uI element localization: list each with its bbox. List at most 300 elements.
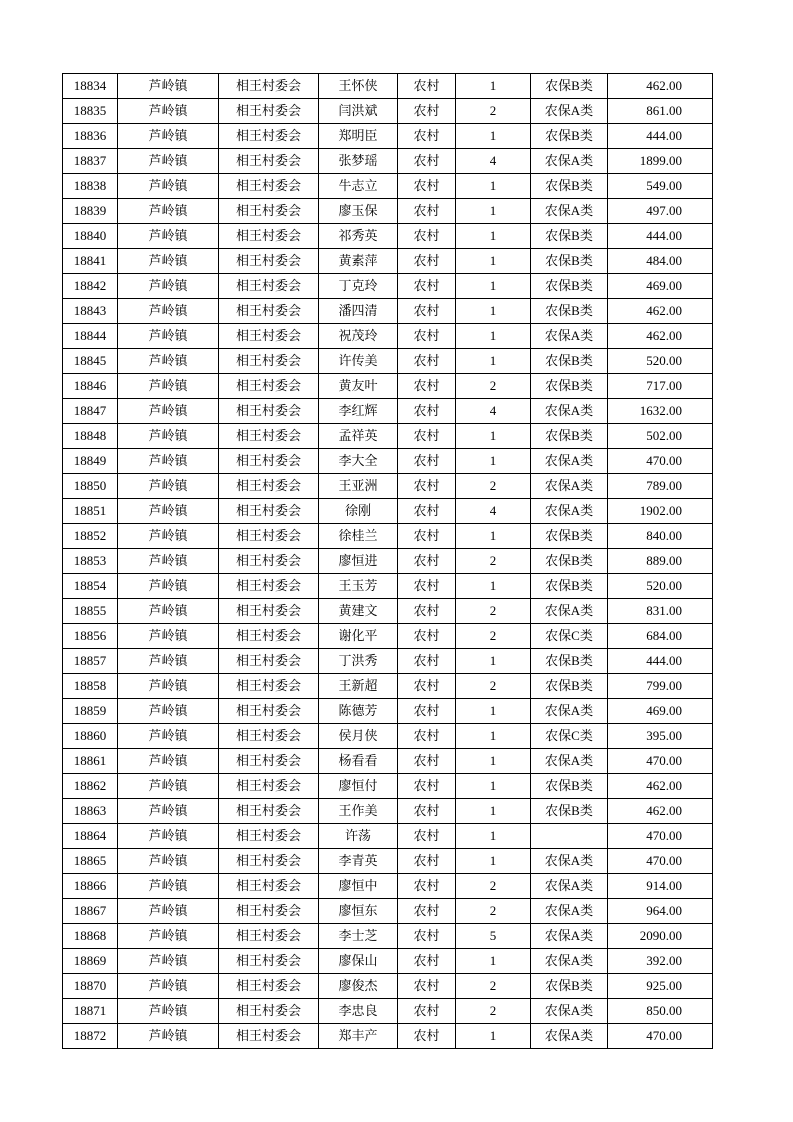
cell-amount: 914.00 <box>608 874 713 899</box>
cell-id: 18845 <box>63 349 118 374</box>
cell-town: 芦岭镇 <box>118 1024 219 1049</box>
cell-id: 18847 <box>63 399 118 424</box>
cell-count: 1 <box>456 74 531 99</box>
cell-village: 相王村委会 <box>219 724 319 749</box>
table-row <box>63 974 713 999</box>
cell-amount: 470.00 <box>608 849 713 874</box>
cell-id: 18861 <box>63 749 118 774</box>
cell-insurance: 农保B类 <box>531 774 608 799</box>
cell-village: 相王村委会 <box>219 74 319 99</box>
cell-amount: 470.00 <box>608 749 713 774</box>
cell-category: 农村 <box>398 849 456 874</box>
cell-name: 廖恒付 <box>319 774 398 799</box>
cell-count: 1 <box>456 824 531 849</box>
cell-insurance: 农保A类 <box>531 499 608 524</box>
cell-name: 廖俊杰 <box>319 974 398 999</box>
cell-village: 相王村委会 <box>219 324 319 349</box>
cell-village: 相王村委会 <box>219 174 319 199</box>
cell-amount: 1899.00 <box>608 149 713 174</box>
cell-village: 相王村委会 <box>219 474 319 499</box>
cell-id: 18863 <box>63 799 118 824</box>
table-row <box>63 724 713 749</box>
cell-village: 相王村委会 <box>219 149 319 174</box>
cell-insurance: 农保B类 <box>531 349 608 374</box>
cell-count: 2 <box>456 474 531 499</box>
cell-category: 农村 <box>398 949 456 974</box>
cell-category: 农村 <box>398 774 456 799</box>
table-row <box>63 849 713 874</box>
cell-category: 农村 <box>398 224 456 249</box>
cell-amount: 444.00 <box>608 224 713 249</box>
cell-name: 祝茂玲 <box>319 324 398 349</box>
cell-village: 相王村委会 <box>219 399 319 424</box>
cell-town: 芦岭镇 <box>118 699 219 724</box>
cell-name: 孟祥英 <box>319 424 398 449</box>
cell-category: 农村 <box>398 499 456 524</box>
table-row <box>63 824 713 849</box>
cell-name: 王新超 <box>319 674 398 699</box>
cell-count: 2 <box>456 974 531 999</box>
table-row <box>63 499 713 524</box>
cell-village: 相王村委会 <box>219 449 319 474</box>
cell-name: 王怀侠 <box>319 74 398 99</box>
cell-count: 1 <box>456 349 531 374</box>
cell-id: 18859 <box>63 699 118 724</box>
cell-insurance: 农保A类 <box>531 874 608 899</box>
table-row <box>63 574 713 599</box>
table-row <box>63 799 713 824</box>
cell-name: 牛志立 <box>319 174 398 199</box>
cell-amount: 684.00 <box>608 624 713 649</box>
cell-count: 2 <box>456 899 531 924</box>
cell-name: 王亚洲 <box>319 474 398 499</box>
cell-village: 相王村委会 <box>219 799 319 824</box>
cell-count: 1 <box>456 699 531 724</box>
cell-amount: 850.00 <box>608 999 713 1024</box>
cell-town: 芦岭镇 <box>118 899 219 924</box>
cell-town: 芦岭镇 <box>118 324 219 349</box>
cell-id: 18856 <box>63 624 118 649</box>
cell-amount: 470.00 <box>608 449 713 474</box>
cell-town: 芦岭镇 <box>118 199 219 224</box>
cell-category: 农村 <box>398 174 456 199</box>
cell-id: 18838 <box>63 174 118 199</box>
cell-id: 18846 <box>63 374 118 399</box>
cell-id: 18839 <box>63 199 118 224</box>
cell-village: 相王村委会 <box>219 199 319 224</box>
cell-village: 相王村委会 <box>219 849 319 874</box>
table-row <box>63 274 713 299</box>
cell-village: 相王村委会 <box>219 249 319 274</box>
cell-count: 5 <box>456 924 531 949</box>
cell-id: 18841 <box>63 249 118 274</box>
cell-id: 18857 <box>63 649 118 674</box>
cell-name: 丁克玲 <box>319 274 398 299</box>
table-row <box>63 949 713 974</box>
cell-amount: 395.00 <box>608 724 713 749</box>
cell-name: 黄友叶 <box>319 374 398 399</box>
cell-id: 18858 <box>63 674 118 699</box>
cell-category: 农村 <box>398 124 456 149</box>
cell-amount: 889.00 <box>608 549 713 574</box>
cell-count: 1 <box>456 124 531 149</box>
cell-count: 1 <box>456 449 531 474</box>
cell-count: 2 <box>456 374 531 399</box>
cell-count: 2 <box>456 599 531 624</box>
cell-count: 4 <box>456 399 531 424</box>
cell-town: 芦岭镇 <box>118 449 219 474</box>
cell-id: 18834 <box>63 74 118 99</box>
table-row <box>63 249 713 274</box>
cell-name: 黄素萍 <box>319 249 398 274</box>
cell-category: 农村 <box>398 99 456 124</box>
cell-category: 农村 <box>398 899 456 924</box>
cell-amount: 840.00 <box>608 524 713 549</box>
cell-village: 相王村委会 <box>219 274 319 299</box>
cell-insurance: 农保B类 <box>531 674 608 699</box>
cell-village: 相王村委会 <box>219 649 319 674</box>
cell-id: 18835 <box>63 99 118 124</box>
cell-insurance: 农保B类 <box>531 74 608 99</box>
cell-category: 农村 <box>398 299 456 324</box>
cell-amount: 497.00 <box>608 199 713 224</box>
cell-name: 廖保山 <box>319 949 398 974</box>
cell-amount: 469.00 <box>608 274 713 299</box>
cell-insurance: 农保A类 <box>531 599 608 624</box>
cell-amount: 520.00 <box>608 349 713 374</box>
cell-village: 相王村委会 <box>219 124 319 149</box>
cell-village: 相王村委会 <box>219 1024 319 1049</box>
cell-village: 相王村委会 <box>219 699 319 724</box>
cell-id: 18851 <box>63 499 118 524</box>
cell-count: 2 <box>456 99 531 124</box>
cell-count: 1 <box>456 949 531 974</box>
table-row <box>63 474 713 499</box>
cell-town: 芦岭镇 <box>118 674 219 699</box>
cell-id: 18848 <box>63 424 118 449</box>
cell-amount: 469.00 <box>608 699 713 724</box>
cell-insurance: 农保A类 <box>531 449 608 474</box>
table-row <box>63 324 713 349</box>
cell-town: 芦岭镇 <box>118 624 219 649</box>
cell-village: 相王村委会 <box>219 574 319 599</box>
table-row <box>63 424 713 449</box>
cell-id: 18843 <box>63 299 118 324</box>
cell-insurance: 农保B类 <box>531 974 608 999</box>
cell-name: 郑丰产 <box>319 1024 398 1049</box>
cell-town: 芦岭镇 <box>118 774 219 799</box>
cell-insurance: 农保B类 <box>531 649 608 674</box>
cell-town: 芦岭镇 <box>118 599 219 624</box>
cell-village: 相王村委会 <box>219 299 319 324</box>
table-row <box>63 774 713 799</box>
cell-count: 4 <box>456 149 531 174</box>
cell-name: 郑明臣 <box>319 124 398 149</box>
cell-village: 相王村委会 <box>219 899 319 924</box>
table-row <box>63 524 713 549</box>
table-row <box>63 74 713 99</box>
cell-name: 廖恒东 <box>319 899 398 924</box>
cell-category: 农村 <box>398 599 456 624</box>
cell-count: 1 <box>456 174 531 199</box>
table-row <box>63 924 713 949</box>
table-row <box>63 874 713 899</box>
cell-count: 1 <box>456 649 531 674</box>
cell-category: 农村 <box>398 624 456 649</box>
cell-insurance: 农保B类 <box>531 124 608 149</box>
cell-id: 18850 <box>63 474 118 499</box>
cell-name: 黄建文 <box>319 599 398 624</box>
table-row <box>63 174 713 199</box>
cell-amount: 484.00 <box>608 249 713 274</box>
cell-name: 潘四清 <box>319 299 398 324</box>
cell-id: 18870 <box>63 974 118 999</box>
records-table-body <box>63 74 713 1049</box>
cell-insurance: 农保A类 <box>531 924 608 949</box>
cell-town: 芦岭镇 <box>118 924 219 949</box>
table-row <box>63 999 713 1024</box>
cell-amount: 470.00 <box>608 824 713 849</box>
cell-name: 李青英 <box>319 849 398 874</box>
cell-amount: 444.00 <box>608 124 713 149</box>
cell-amount: 831.00 <box>608 599 713 624</box>
cell-count: 1 <box>456 299 531 324</box>
cell-insurance: 农保B类 <box>531 224 608 249</box>
cell-count: 1 <box>456 1024 531 1049</box>
cell-insurance: 农保C类 <box>531 624 608 649</box>
cell-village: 相王村委会 <box>219 874 319 899</box>
cell-village: 相王村委会 <box>219 499 319 524</box>
table-row <box>63 749 713 774</box>
cell-category: 农村 <box>398 874 456 899</box>
cell-village: 相王村委会 <box>219 624 319 649</box>
cell-town: 芦岭镇 <box>118 524 219 549</box>
cell-insurance: 农保A类 <box>531 949 608 974</box>
cell-town: 芦岭镇 <box>118 574 219 599</box>
cell-id: 18865 <box>63 849 118 874</box>
table-row <box>63 99 713 124</box>
cell-name: 廖恒进 <box>319 549 398 574</box>
cell-count: 2 <box>456 874 531 899</box>
cell-town: 芦岭镇 <box>118 149 219 174</box>
cell-count: 2 <box>456 674 531 699</box>
cell-category: 农村 <box>398 149 456 174</box>
cell-insurance: 农保B类 <box>531 299 608 324</box>
cell-id: 18849 <box>63 449 118 474</box>
cell-count: 2 <box>456 624 531 649</box>
table-row <box>63 224 713 249</box>
cell-id: 18860 <box>63 724 118 749</box>
cell-insurance: 农保B类 <box>531 574 608 599</box>
cell-village: 相王村委会 <box>219 224 319 249</box>
cell-category: 农村 <box>398 649 456 674</box>
cell-category: 农村 <box>398 399 456 424</box>
cell-town: 芦岭镇 <box>118 724 219 749</box>
cell-insurance: 农保B类 <box>531 524 608 549</box>
cell-amount: 2090.00 <box>608 924 713 949</box>
cell-name: 李忠良 <box>319 999 398 1024</box>
cell-town: 芦岭镇 <box>118 299 219 324</box>
cell-insurance: 农保A类 <box>531 899 608 924</box>
cell-town: 芦岭镇 <box>118 824 219 849</box>
cell-category: 农村 <box>398 924 456 949</box>
table-row <box>63 199 713 224</box>
cell-id: 18871 <box>63 999 118 1024</box>
cell-category: 农村 <box>398 549 456 574</box>
cell-category: 农村 <box>398 699 456 724</box>
cell-id: 18852 <box>63 524 118 549</box>
cell-category: 农村 <box>398 1024 456 1049</box>
cell-village: 相王村委会 <box>219 349 319 374</box>
cell-id: 18837 <box>63 149 118 174</box>
records-table <box>62 73 713 1049</box>
cell-category: 农村 <box>398 824 456 849</box>
cell-name: 徐桂兰 <box>319 524 398 549</box>
cell-insurance: 农保B类 <box>531 274 608 299</box>
cell-name: 陈德芳 <box>319 699 398 724</box>
cell-village: 相王村委会 <box>219 599 319 624</box>
cell-count: 1 <box>456 324 531 349</box>
cell-category: 农村 <box>398 274 456 299</box>
cell-id: 18866 <box>63 874 118 899</box>
cell-category: 农村 <box>398 974 456 999</box>
cell-town: 芦岭镇 <box>118 124 219 149</box>
cell-id: 18862 <box>63 774 118 799</box>
cell-id: 18853 <box>63 549 118 574</box>
cell-insurance: 农保A类 <box>531 99 608 124</box>
table-row <box>63 674 713 699</box>
cell-insurance: 农保A类 <box>531 1024 608 1049</box>
cell-village: 相王村委会 <box>219 974 319 999</box>
cell-id: 18868 <box>63 924 118 949</box>
cell-town: 芦岭镇 <box>118 74 219 99</box>
table-row <box>63 124 713 149</box>
table-row <box>63 599 713 624</box>
cell-village: 相王村委会 <box>219 424 319 449</box>
cell-amount: 1902.00 <box>608 499 713 524</box>
cell-name: 王玉芳 <box>319 574 398 599</box>
cell-name: 李士芝 <box>319 924 398 949</box>
cell-amount: 964.00 <box>608 899 713 924</box>
cell-amount: 861.00 <box>608 99 713 124</box>
cell-category: 农村 <box>398 724 456 749</box>
table-row <box>63 649 713 674</box>
cell-town: 芦岭镇 <box>118 499 219 524</box>
cell-town: 芦岭镇 <box>118 374 219 399</box>
cell-name: 侯月侠 <box>319 724 398 749</box>
cell-category: 农村 <box>398 999 456 1024</box>
table-row <box>63 149 713 174</box>
table-row <box>63 549 713 574</box>
cell-amount: 462.00 <box>608 299 713 324</box>
table-row <box>63 449 713 474</box>
cell-insurance: 农保A类 <box>531 324 608 349</box>
cell-category: 农村 <box>398 474 456 499</box>
cell-count: 2 <box>456 999 531 1024</box>
cell-id: 18836 <box>63 124 118 149</box>
cell-id: 18855 <box>63 599 118 624</box>
cell-category: 农村 <box>398 574 456 599</box>
cell-town: 芦岭镇 <box>118 424 219 449</box>
table-row <box>63 299 713 324</box>
cell-insurance: 农保B类 <box>531 424 608 449</box>
cell-town: 芦岭镇 <box>118 549 219 574</box>
table-row <box>63 899 713 924</box>
cell-amount: 470.00 <box>608 1024 713 1049</box>
cell-count: 1 <box>456 274 531 299</box>
cell-name: 许荡 <box>319 824 398 849</box>
cell-name: 丁洪秀 <box>319 649 398 674</box>
cell-id: 18872 <box>63 1024 118 1049</box>
cell-village: 相王村委会 <box>219 524 319 549</box>
cell-insurance: 农保C类 <box>531 724 608 749</box>
cell-name: 徐刚 <box>319 499 398 524</box>
cell-village: 相王村委会 <box>219 824 319 849</box>
cell-count: 1 <box>456 524 531 549</box>
cell-count: 4 <box>456 499 531 524</box>
cell-count: 1 <box>456 724 531 749</box>
cell-amount: 1632.00 <box>608 399 713 424</box>
cell-town: 芦岭镇 <box>118 474 219 499</box>
cell-name: 廖恒中 <box>319 874 398 899</box>
cell-insurance: 农保B类 <box>531 249 608 274</box>
cell-town: 芦岭镇 <box>118 749 219 774</box>
cell-name: 闫洪斌 <box>319 99 398 124</box>
cell-town: 芦岭镇 <box>118 949 219 974</box>
cell-count: 2 <box>456 549 531 574</box>
table-row <box>63 1024 713 1049</box>
cell-category: 农村 <box>398 74 456 99</box>
cell-town: 芦岭镇 <box>118 874 219 899</box>
cell-category: 农村 <box>398 674 456 699</box>
cell-amount: 462.00 <box>608 74 713 99</box>
cell-name: 廖玉保 <box>319 199 398 224</box>
cell-id: 18854 <box>63 574 118 599</box>
cell-town: 芦岭镇 <box>118 849 219 874</box>
cell-id: 18842 <box>63 274 118 299</box>
cell-insurance: 农保B类 <box>531 174 608 199</box>
cell-insurance: 农保A类 <box>531 849 608 874</box>
cell-count: 1 <box>456 849 531 874</box>
table-row <box>63 349 713 374</box>
table-row <box>63 374 713 399</box>
cell-amount: 799.00 <box>608 674 713 699</box>
cell-amount: 502.00 <box>608 424 713 449</box>
cell-name: 李红辉 <box>319 399 398 424</box>
cell-count: 1 <box>456 799 531 824</box>
cell-amount: 789.00 <box>608 474 713 499</box>
cell-village: 相王村委会 <box>219 924 319 949</box>
cell-town: 芦岭镇 <box>118 999 219 1024</box>
cell-amount: 462.00 <box>608 324 713 349</box>
cell-town: 芦岭镇 <box>118 649 219 674</box>
cell-category: 农村 <box>398 374 456 399</box>
cell-id: 18867 <box>63 899 118 924</box>
cell-count: 1 <box>456 199 531 224</box>
cell-name: 王作美 <box>319 799 398 824</box>
cell-amount: 392.00 <box>608 949 713 974</box>
cell-category: 农村 <box>398 524 456 549</box>
cell-category: 农村 <box>398 324 456 349</box>
cell-amount: 462.00 <box>608 799 713 824</box>
cell-insurance: 农保A类 <box>531 999 608 1024</box>
cell-insurance: 农保A类 <box>531 474 608 499</box>
cell-insurance: 农保A类 <box>531 699 608 724</box>
cell-category: 农村 <box>398 749 456 774</box>
cell-village: 相王村委会 <box>219 374 319 399</box>
cell-insurance: 农保B类 <box>531 799 608 824</box>
cell-town: 芦岭镇 <box>118 99 219 124</box>
